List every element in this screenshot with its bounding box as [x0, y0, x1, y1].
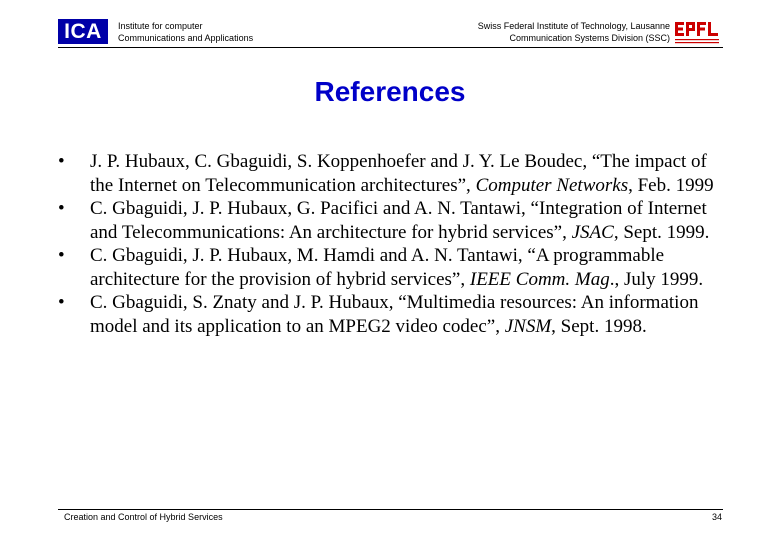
header-left-line2: Communications and Applications	[118, 33, 254, 43]
reference-date: ., July 1999.	[609, 268, 704, 290]
footer-divider	[58, 509, 723, 510]
reference-journal: Computer Networks	[475, 174, 629, 196]
reference-item	[58, 197, 718, 244]
ica-logo: ICA	[58, 19, 108, 44]
page-number: 34	[711, 512, 722, 522]
bullet-icon: •	[58, 198, 65, 219]
bullet-icon: •	[58, 151, 65, 172]
reference-text: J. P. Hubaux, C. Gbaguidi, S. Koppenhoefer and J. Y. Le Boudec, “The impact of the Internet on Telecommunication architectures”,	[90, 151, 707, 196]
slide-title: References	[314, 76, 466, 107]
reference-journal: JNSM	[504, 315, 552, 337]
epfl-logo	[674, 20, 722, 46]
reference-journal: IEEE Comm. Mag	[469, 268, 610, 290]
reference-text: C. Gbaguidi, J. P. Hubaux, G. Pacifici and A. N. Tantawi, “Integration of Internet and Telecommunications: An architecture for hybrid services”,	[90, 198, 707, 243]
reference-list	[58, 150, 718, 338]
reference-journal: JSAC	[571, 221, 614, 243]
reference-date: , Sept. 1999.	[613, 221, 710, 243]
bullet-icon: •	[58, 292, 65, 313]
reference-text: C. Gbaguidi, S. Znaty and J. P. Hubaux, “Multimedia resources: An information model and its application to an MPEG2 video codec”,	[90, 292, 699, 337]
reference-date: , Sept. 1998.	[551, 315, 647, 337]
header-right-line1: Swiss Federal Institute of Technology, Lausanne	[477, 21, 670, 31]
header-divider	[58, 47, 723, 48]
reference-item	[58, 244, 718, 291]
bullet-icon: •	[58, 245, 65, 266]
header-institute-left	[118, 20, 253, 44]
reference-item	[58, 150, 718, 197]
reference-date: , Feb. 1999	[628, 174, 714, 196]
header-institute-right	[478, 20, 670, 44]
reference-text: C. Gbaguidi, J. P. Hubaux, M. Hamdi and A. N. Tantawi, “A programmable architecture for the provision of hybrid services”,	[90, 245, 665, 290]
footer-course-title: Creation and Control of Hybrid Services	[64, 512, 223, 522]
reference-item	[58, 291, 718, 338]
header-right-line2: Communication Systems Division (SSC)	[509, 33, 670, 43]
header-left-line1: Institute for computer	[118, 21, 203, 31]
